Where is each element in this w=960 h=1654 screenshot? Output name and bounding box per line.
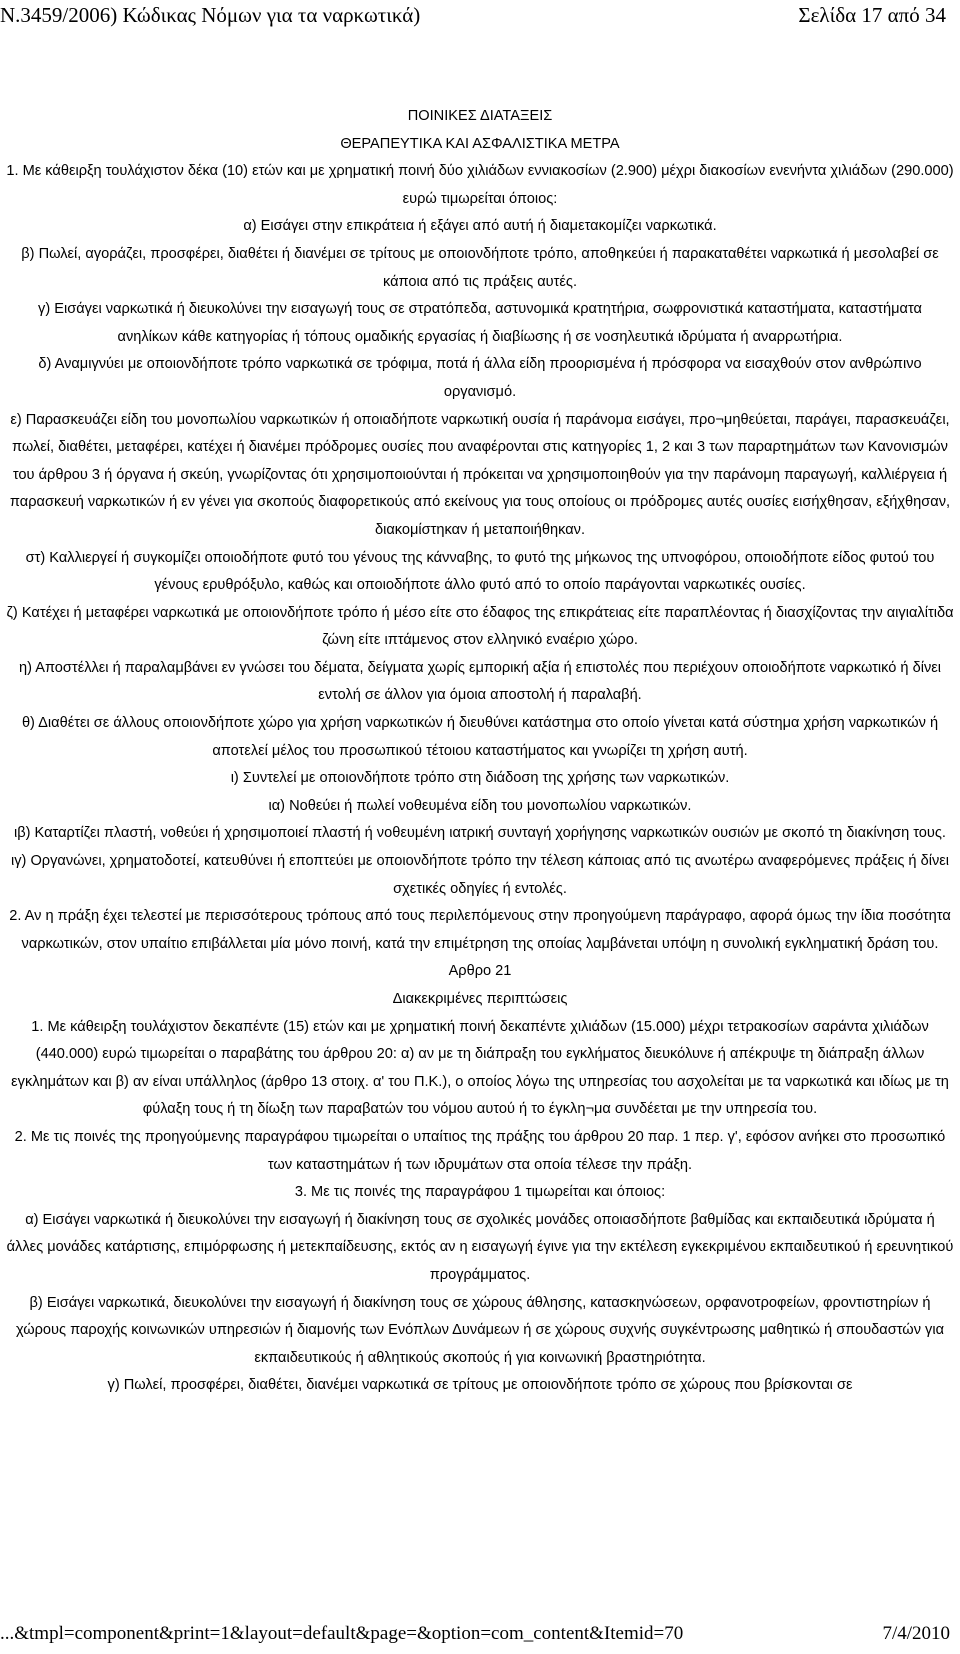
paragraph: β) Εισάγει ναρκωτικά, διευκολύνει την εισαγωγή ή διακίνηση τους σε χώρους άθλησης, κατασκηνώσεων, ορφανοτροφείων, φροντιστηρίων ή χώρους παροχής κοινωνικών υπηρεσιών ή διαμονής των Ενόπλων Δυνάμεων ή σε χώρους συχνής συγκέντρωσης μαθητικώ ή σπουδαστών για εκπαιδευτικούς ή αθλητικούς σκοπούς ή για κοινωνική βραστηριότητα.: [15, 1294, 945, 1366]
paragraph: ια) Νοθεύει ή πωλεί νοθευμένα είδη του μονοπωλίου ναρκωτικών.: [268, 797, 692, 814]
paragraph: 1. Με κάθειρξη τουλάχιστον δέκα (10) ετών και με χρηματική ποινή δύο χιλιάδων εννιακοσίων (2.900) μέχρι διακοσίων ενενήντα χιλιάδων (290.000) ευρώ τιμωρείται όποιος:: [6, 163, 954, 207]
paragraph: 2. Με τις ποινές της προηγούμενης παραγράφου τιμωρείται ο υπαίτιος της πράξης του άρθρου 20 παρ. 1 περ. γ', εφόσον ανήκει στο προσωπικό των καταστημάτων ή των ιδρυμάτων στα οποία τέλεσε την πράξη.: [14, 1128, 946, 1173]
document-body: [6, 103, 954, 1400]
paragraph: γ) Πωλεί, προσφέρει, διαθέτει, διανέμει ναρκωτικά σε τρίτους με οποιονδήποτε τρόπο σε χώρους που βρίσκονται σε: [107, 1377, 853, 1394]
paragraph: γ) Εισάγει ναρκωτικά ή διευκολύνει την εισαγωγή τους σε στρατόπεδα, αστυνομικά κρατητήρια, σωφρονιστικά καταστήματα, καταστήματα ανηλίκων κάθε κατηγορίας ή τόπους ομαδικής εργασίας ή διαβίωσης ή σε νοσηλευτικά ιδρύματα ή αναρρωτήρια.: [38, 301, 922, 345]
paragraph: 3. Με τις ποινές της παραγράφου 1 τιμωρείται και όποιος:: [294, 1184, 666, 1201]
footer-url: ...&tmpl=component&print=1&layout=default&page=&option=com_content&Itemid=70: [0, 1623, 684, 1644]
page-header: [0, 0, 960, 40]
footer-date: 7/4/2010: [882, 1623, 950, 1644]
paragraph: α) Εισάγει στην επικράτεια ή εξάγει από αυτή ή διαμετακομίζει ναρκωτικά.: [243, 218, 717, 235]
section-heading: ΠΟΙΝΙΚΕΣ ΔΙΑΤΑΞΕΙΣ: [407, 108, 553, 124]
document-title: Ν.3459/2006) Κώδικας Νόμων για τα ναρκωτικά): [0, 3, 421, 27]
section-subheading: ΘΕΡΑΠΕΥΤΙΚΑ ΚΑΙ ΑΣΦΑΛΙΣΤΙΚΑ ΜΕΤΡΑ: [340, 135, 620, 152]
page-number: Σελίδα 17 από 34: [798, 3, 946, 27]
page-footer: [0, 1620, 960, 1654]
paragraph: β) Πωλεί, αγοράζει, προσφέρει, διαθέτει ή διανέμει σε τρίτους με οποιονδήποτε τρόπο, αποθηκεύει ή παρακαταθέτει ναρκωτικά ή μεσολαβεί σε κάποια από τις πράξεις αυτές.: [21, 245, 939, 290]
article-heading: Αρθρο 21: [448, 963, 512, 980]
paragraph: ιγ) Οργανώνει, χρηματοδοτεί, κατευθύνει ή εποπτεύει με οποιονδήποτε τρόπο την τέλεση κάποιας από τις ανωτέρω αναφερόμενες πράξεις ή δίνει σχετικές οδηγίες ή εντολές.: [11, 853, 949, 897]
paragraph: 1. Με κάθειρξη τουλάχιστον δεκαπέντε (15) ετών και με χρηματική ποινή δεκαπέντε χιλιάδων (15.000) μέχρι τετρακοσίων σαράντα χιλιάδων (440.000) ευρώ τιμωρείται ο παραβάτης του άρθρου 20: α) αν με τη διάπραξη του εγκλήματος διευκόλυνε ή απέκρυψε τη διάπραξη άλλων εγκλημάτων και β) αν είναι υπάλληλος (άρθρο 13 στοιχ. α' του Π.Κ.), ο οποίος λόγω της υπηρεσίας του ασχολείται με τα ναρκωτικά και ιδίως με τη φύλαξη τους ή τη δίωξη των παραβατών του νόμου αυτού ή το έγκλη¬μα συνδέεται με την υπηρεσία του.: [11, 1018, 949, 1118]
paragraph: θ) Διαθέτει σε άλλους οποιονδήποτε χώρο για χρήση ναρκωτικών ή διευθύνει κατάστημα στο οποίο γίνεται κατά σύστημα χρήση ναρκωτικών ή αποτελεί μέλος του προσωπικού τέτοιου καταστήματος και γνωρίζει τη χρήση αυτή.: [21, 715, 939, 759]
paragraph: στ) Καλλιεργεί ή συγκομίζει οποιοδήποτε φυτό του γένους της κάνναβης, το φυτό της μήκωνος της υπνοφόρου, οποιοδήποτε είδος φυτού του γένους ερυθρόξυλο, καθώς και οποιοδήποτε άλλο φυτό από το οποίο παράγονται ναρκωτικές ουσίες.: [25, 549, 935, 594]
paragraph: α) Εισάγει ναρκωτικά ή διευκολύνει την εισαγωγή ή διακίνηση τους σε σχολικές μονάδες οποιασδήποτε βαθμίδας και εκπαιδευτικά ιδρύματα ή άλλες μονάδες κατάρτισης, επιμόρφωσης ή μετεκπαίδευσης, εκτός αν η εισαγωγή έγινε για την εκτέλεση εγκεκριμένου εκπαιδευτικού ή ερευνητικού προγράμματος.: [6, 1211, 954, 1283]
paragraph: ιβ) Καταρτίζει πλαστή, νοθεύει ή χρησιμοποιεί πλαστή ή νοθευμένη ιατρική συνταγή χορήγησης ναρκωτικών ουσιών με σκοπό τη διακίνηση τους.: [13, 825, 946, 842]
paragraph: δ) Αναμιγνύει με οποιονδήποτε τρόπο ναρκωτικά σε τρόφιμα, ποτά ή άλλα είδη προορισμένα ή πρόσφορα να εισαχθούν στον ανθρώπινο οργανισμό.: [38, 356, 922, 400]
paragraph: ε) Παρασκευάζει είδη του μονοπωλίου ναρκωτικών ή οποιαδήποτε ναρκωτική ουσία ή παράνομα εισάγει, προ¬μηθεύεται, παράγει, παρασκευάζει, πωλεί, διαθέτει, μεταφέρει, κατέχει ή διανέμει πρόδρομες ουσίες που αναφέρονται στις κατηγορίες 1, 2 και 3 των παραρτημάτων των Κανονισμών του άρθρου 3 ή όργανα ή σκεύη, γνωρίζοντας ότι χρησιμοποιούνται ή πρόκειται να χρησιμοποιηθούν για την παράνομη παραγωγή, καλλιέργεια ή παρασκευή ναρκωτικών ή εν γένει για σκοπούς διαφορετικούς από εκείνους για τους οποίους οι πρόδρομες αυτές ουσίες εισήχθησαν, εξήχθησαν, διακομίστηκαν ή μεταποιήθηκαν.: [9, 411, 951, 538]
paragraph: η) Αποστέλλει ή παραλαμβάνει εν γνώσει του δέματα, δείγματα χωρίς εμπορική αξία ή επιστολές που περιέχουν οποιοδήποτε ναρκωτικό ή δίνει εντολή σε άλλον για όμοια αποστολή ή παραλαβή.: [18, 659, 942, 704]
article-title: Διακεκριμένες περιπτώσεις: [392, 991, 568, 1007]
paragraph: ζ) Κατέχει ή μεταφέρει ναρκωτικά με οποιονδήποτε τρόπο ή μέσο είτε στο έδαφος της επικράτειας είτε παραπλέοντας ή διασχίζοντας την αιγιαλίτιδα ζώνη είτε ιπτάμενος στον ελληνικό εναέριο χώρο.: [6, 604, 954, 649]
paragraph: 2. Αν η πράξη έχει τελεστεί με περισσότερους τρόπους από τους περιλεπόμενους στην προηγούμενη παράγραφο, αφορά όμως την ίδια ποσότητα ναρκωτικών, στον υπαίτιο επιβάλλεται μία μόνο ποινή, κατά την επιμέτρηση της οποίας λαμβάνεται υπόψη η συνολική εγκληματική δράση του.: [9, 908, 951, 952]
paragraph: ι) Συντελεί με οποιονδήποτε τρόπο στη διάδοση της χρήσης των ναρκωτικών.: [230, 770, 730, 787]
